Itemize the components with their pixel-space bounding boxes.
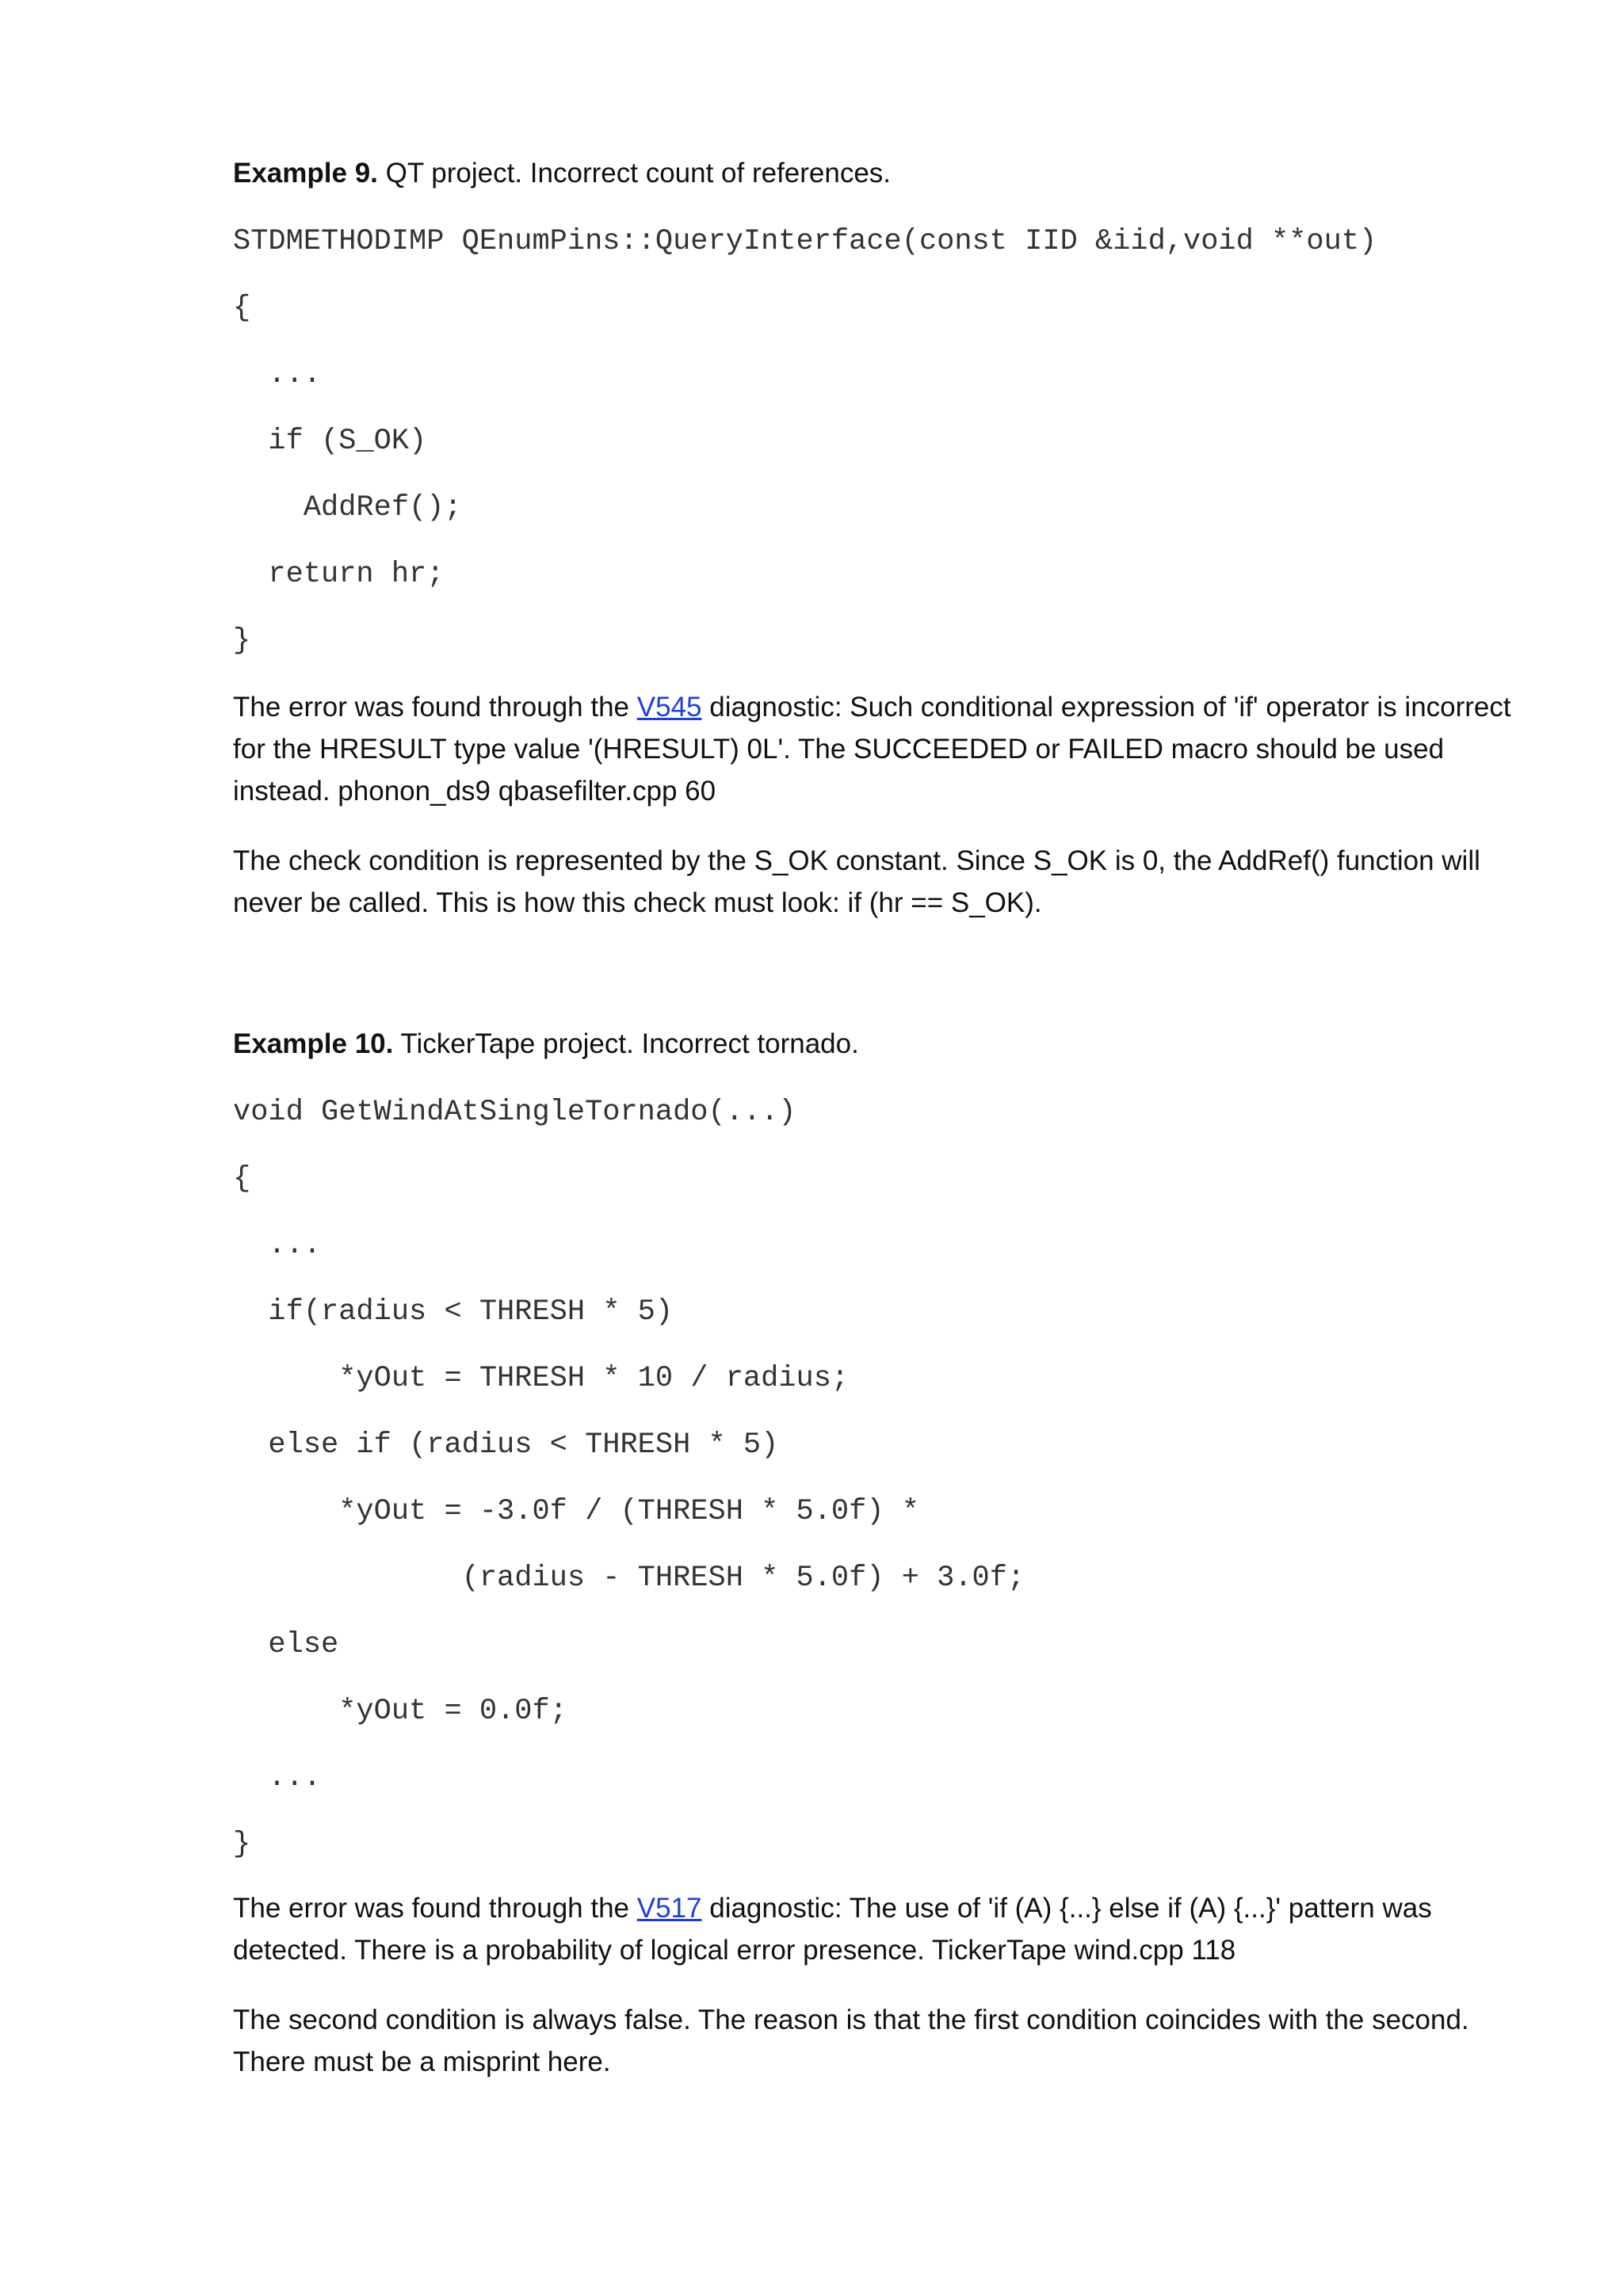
code-line: {	[233, 1162, 251, 1196]
example-10-error-paragraph	[233, 1887, 1517, 1971]
error-prefix: The error was found through the	[233, 692, 637, 723]
example-10-heading	[233, 1023, 1517, 1065]
example-9-title: QT project. Incorrect count of references.	[377, 158, 892, 189]
code-line: ...	[233, 358, 322, 391]
code-line: if(radius < THRESH * 5)	[233, 1295, 674, 1329]
example-9-label: Example 9.	[233, 158, 378, 189]
code-line: *yOut = THRESH * 10 / radius;	[233, 1362, 850, 1395]
code-line: *yOut = 0.0f;	[233, 1695, 567, 1728]
code-line: ...	[233, 1229, 322, 1262]
code-line: if (S_OK)	[233, 425, 427, 458]
code-line: void GetWindAtSingleTornado(...)	[233, 1096, 796, 1129]
example-9-heading	[233, 152, 1517, 194]
example-10-label: Example 10.	[233, 1028, 394, 1059]
code-line: }	[233, 1828, 251, 1861]
code-line: (radius - THRESH * 5.0f) + 3.0f;	[233, 1562, 1025, 1595]
code-line: AddRef();	[233, 491, 462, 524]
example-9-explanation: The check condition is represented by the S_OK constant. Since S_OK is 0, the AddRef() function will never be called. This is how this check must look: if (hr == S_OK).	[233, 845, 1480, 918]
error-suffix: diagnostic: The use of 'if (A) {...} else if (A) {...}' pattern was detected. There is a probability of logical error presence. TickerTape wind.cpp 118	[233, 1893, 1432, 1966]
example-10-explanation: The second condition is always false. The reason is that the first condition coincides with the second. There must be a misprint here.	[233, 2004, 1469, 2077]
diagnostic-v545-link[interactable]: V545	[636, 692, 702, 723]
code-line: return hr;	[233, 558, 445, 591]
code-line: ...	[233, 1761, 322, 1794]
example-9-error-paragraph	[233, 686, 1517, 812]
code-line: STDMETHODIMP QEnumPins::QueryInterface(const IID &iid,void **out)	[233, 225, 1377, 258]
code-line: }	[233, 624, 251, 658]
example-10-title: TickerTape project. Incorrect tornado.	[393, 1028, 859, 1059]
error-prefix: The error was found through the	[233, 1893, 637, 1924]
error-suffix: diagnostic: Such conditional expression of 'if' operator is incorrect for the HRESULT type value '(HRESULT) 0L'. The SUCCEEDED or FAILED macro should be used instead. phonon_ds9 qbasefilter.cpp 60	[233, 692, 1511, 807]
code-line: else	[233, 1628, 339, 1661]
code-line: {	[233, 292, 251, 325]
diagnostic-v517-link[interactable]: V517	[636, 1893, 702, 1924]
code-line: else if (radius < THRESH * 5)	[233, 1428, 779, 1462]
code-line: *yOut = -3.0f / (THRESH * 5.0f) *	[233, 1495, 919, 1528]
